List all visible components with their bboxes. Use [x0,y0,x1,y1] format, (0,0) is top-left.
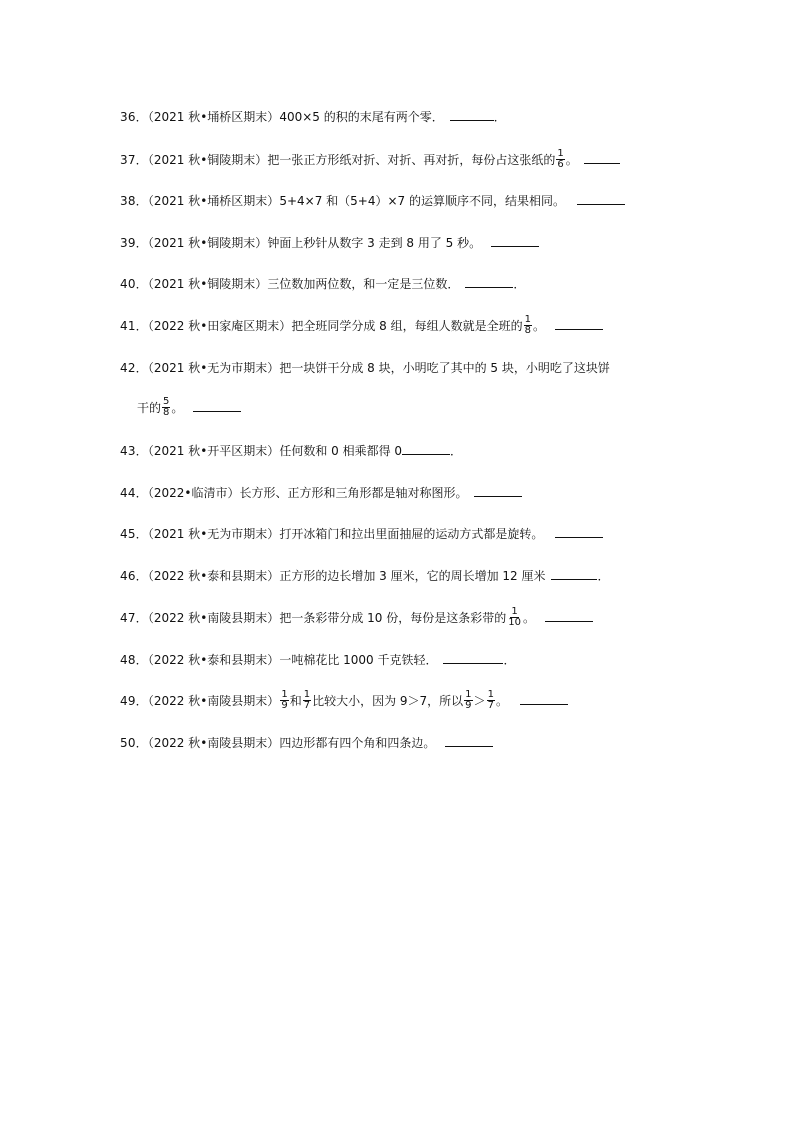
question-text: 把一张正方形纸对折、对折、再对折，每份占这张纸的 [267,153,556,167]
question-source: （2021 秋•铜陵期末） [147,277,268,291]
question-number: 49． [120,694,148,708]
question-tail: ． [513,277,526,291]
fraction [507,607,522,628]
fraction [524,315,532,336]
question-47 [120,608,593,629]
fraction-denominator: 9 [465,700,472,711]
question-text: 把一条彩带分成 10 份，每份是这条彩带的 [279,611,507,625]
question-number: 46． [120,569,148,583]
question-44 [120,483,522,503]
answer-blank[interactable] [445,734,493,747]
question-49 [120,691,568,712]
question-48 [120,650,516,670]
question-46 [120,566,610,586]
fraction-denominator: 10 [508,617,521,628]
question-number: 38． [120,194,148,208]
question-number: 39． [120,236,148,250]
question-number: 43． [120,444,148,458]
question-45 [120,524,603,544]
answer-blank[interactable] [443,651,503,664]
question-text: 一吨棉花比 1000 千克铁轻． [279,653,438,667]
fraction [464,690,472,711]
question-text: 任何数和 0 相乘都得 0 [279,444,403,458]
question-text: 把一块饼干分成 8 块，小明吃了其中的 5 块，小明吃了这块饼 [279,361,610,375]
question-number: 41． [120,319,148,333]
fraction-numerator: 1 [303,689,311,700]
question-text: 5+4×7 和（5+4）×7 的运算顺序不同，结果相同。 [279,194,565,208]
question-source: （2021 秋•埇桥区期末） [147,194,280,208]
question-source: （2021 秋•无为市期末） [147,361,280,375]
question-50 [120,733,493,753]
answer-blank[interactable] [450,108,494,121]
fraction-numerator: 1 [487,689,494,700]
answer-blank[interactable] [520,692,568,705]
question-43 [120,441,462,461]
question-number: 40． [120,277,148,291]
question-text: 正方形的边长增加 3 厘米，它的周长增加 12 厘米 [279,569,546,583]
question-number: 48． [120,653,148,667]
answer-blank[interactable] [555,525,603,538]
fraction-denominator: 7 [303,700,311,711]
answer-blank[interactable] [545,609,593,622]
question-after: 。 [522,611,535,625]
answer-blank[interactable] [474,484,522,497]
question-tail: ． [450,444,463,458]
question-text: 把全班同学分成 8 组，每组人数就是全班的 [291,319,523,333]
question-42 [120,358,610,378]
fraction-numerator: 1 [511,606,518,617]
question-text: 长方形、正方形和三角形都是轴对称图形。 [239,486,468,500]
question-37 [120,150,620,171]
question-source: （2022 秋•泰和县期末） [147,653,280,667]
question-source: （2021 秋•开平区期末） [147,444,280,458]
question-source: （2021 秋•无为市期末） [147,527,280,541]
question-tail: ． [503,653,516,667]
fraction-numerator: 1 [557,148,564,159]
answer-blank[interactable] [555,317,603,330]
question-36 [120,107,506,127]
question-source: （2022 秋•南陵县期末） [147,736,280,750]
fraction-denominator: 8 [524,325,531,336]
question-after: 。 [171,401,184,415]
question-42-continued [137,398,241,419]
question-source: （2021 秋•埇桥区期末） [147,110,280,124]
fraction-numerator: 5 [163,396,170,407]
fraction-numerator: 1 [524,314,531,325]
answer-blank[interactable] [491,234,539,247]
fraction [280,690,288,711]
question-after: 。 [532,319,545,333]
question-text: 400×5 的积的末尾有两个零． [279,110,444,124]
question-40 [120,274,525,294]
question-number: 36． [120,110,148,124]
fraction-denominator: 8 [163,407,170,418]
question-39 [120,233,539,253]
question-source: （2021 秋•铜陵期末） [147,153,268,167]
question-text: 比较大小，因为 9＞7，所以 [312,694,464,708]
fraction [556,149,564,170]
question-tail: ． [597,569,610,583]
answer-blank[interactable] [465,275,513,288]
fraction-denominator: 6 [557,159,564,170]
fraction-denominator: 7 [487,700,494,711]
question-tail: ． [493,110,506,124]
question-number: 47． [120,611,148,625]
question-after: 。 [565,153,578,167]
fraction-numerator: 1 [281,689,288,700]
question-text: 三位数加两位数，和一定是三位数． [267,277,460,291]
fraction [303,690,311,711]
question-number: 45． [120,527,148,541]
question-text: 钟面上秒针从数字 3 走到 8 用了 5 秒。 [267,236,482,250]
question-source: （2022 秋•田家庵区期末） [147,319,292,333]
question-text: 和 [289,694,302,708]
question-source: （2022 秋•南陵县期末） [147,694,280,708]
fraction [487,690,495,711]
question-number: 42． [120,361,148,375]
answer-blank[interactable] [577,192,625,205]
question-after: 。 [495,694,508,708]
answer-blank[interactable] [584,151,620,164]
greater-than-sign: ＞ [473,694,486,708]
question-text: 打开冰箱门和拉出里面抽屉的运动方式都是旋转。 [279,527,544,541]
question-number: 44． [120,486,148,500]
fraction [162,397,170,418]
fraction-denominator: 9 [281,700,288,711]
question-38 [120,191,625,211]
question-source: （2022 秋•泰和县期末） [147,569,280,583]
question-text: 四边形都有四个角和四条边。 [279,736,436,750]
answer-blank[interactable] [551,567,597,580]
question-text-continued: 干的 [137,401,162,415]
question-source: （2022 秋•南陵县期末） [147,611,280,625]
question-number: 50． [120,736,148,750]
fraction-numerator: 1 [465,689,472,700]
question-source: （2022•临清市） [147,486,240,500]
answer-blank[interactable] [402,442,450,455]
question-41 [120,316,603,337]
question-source: （2021 秋•铜陵期末） [147,236,268,250]
question-number: 37． [120,153,148,167]
answer-blank[interactable] [193,399,241,412]
